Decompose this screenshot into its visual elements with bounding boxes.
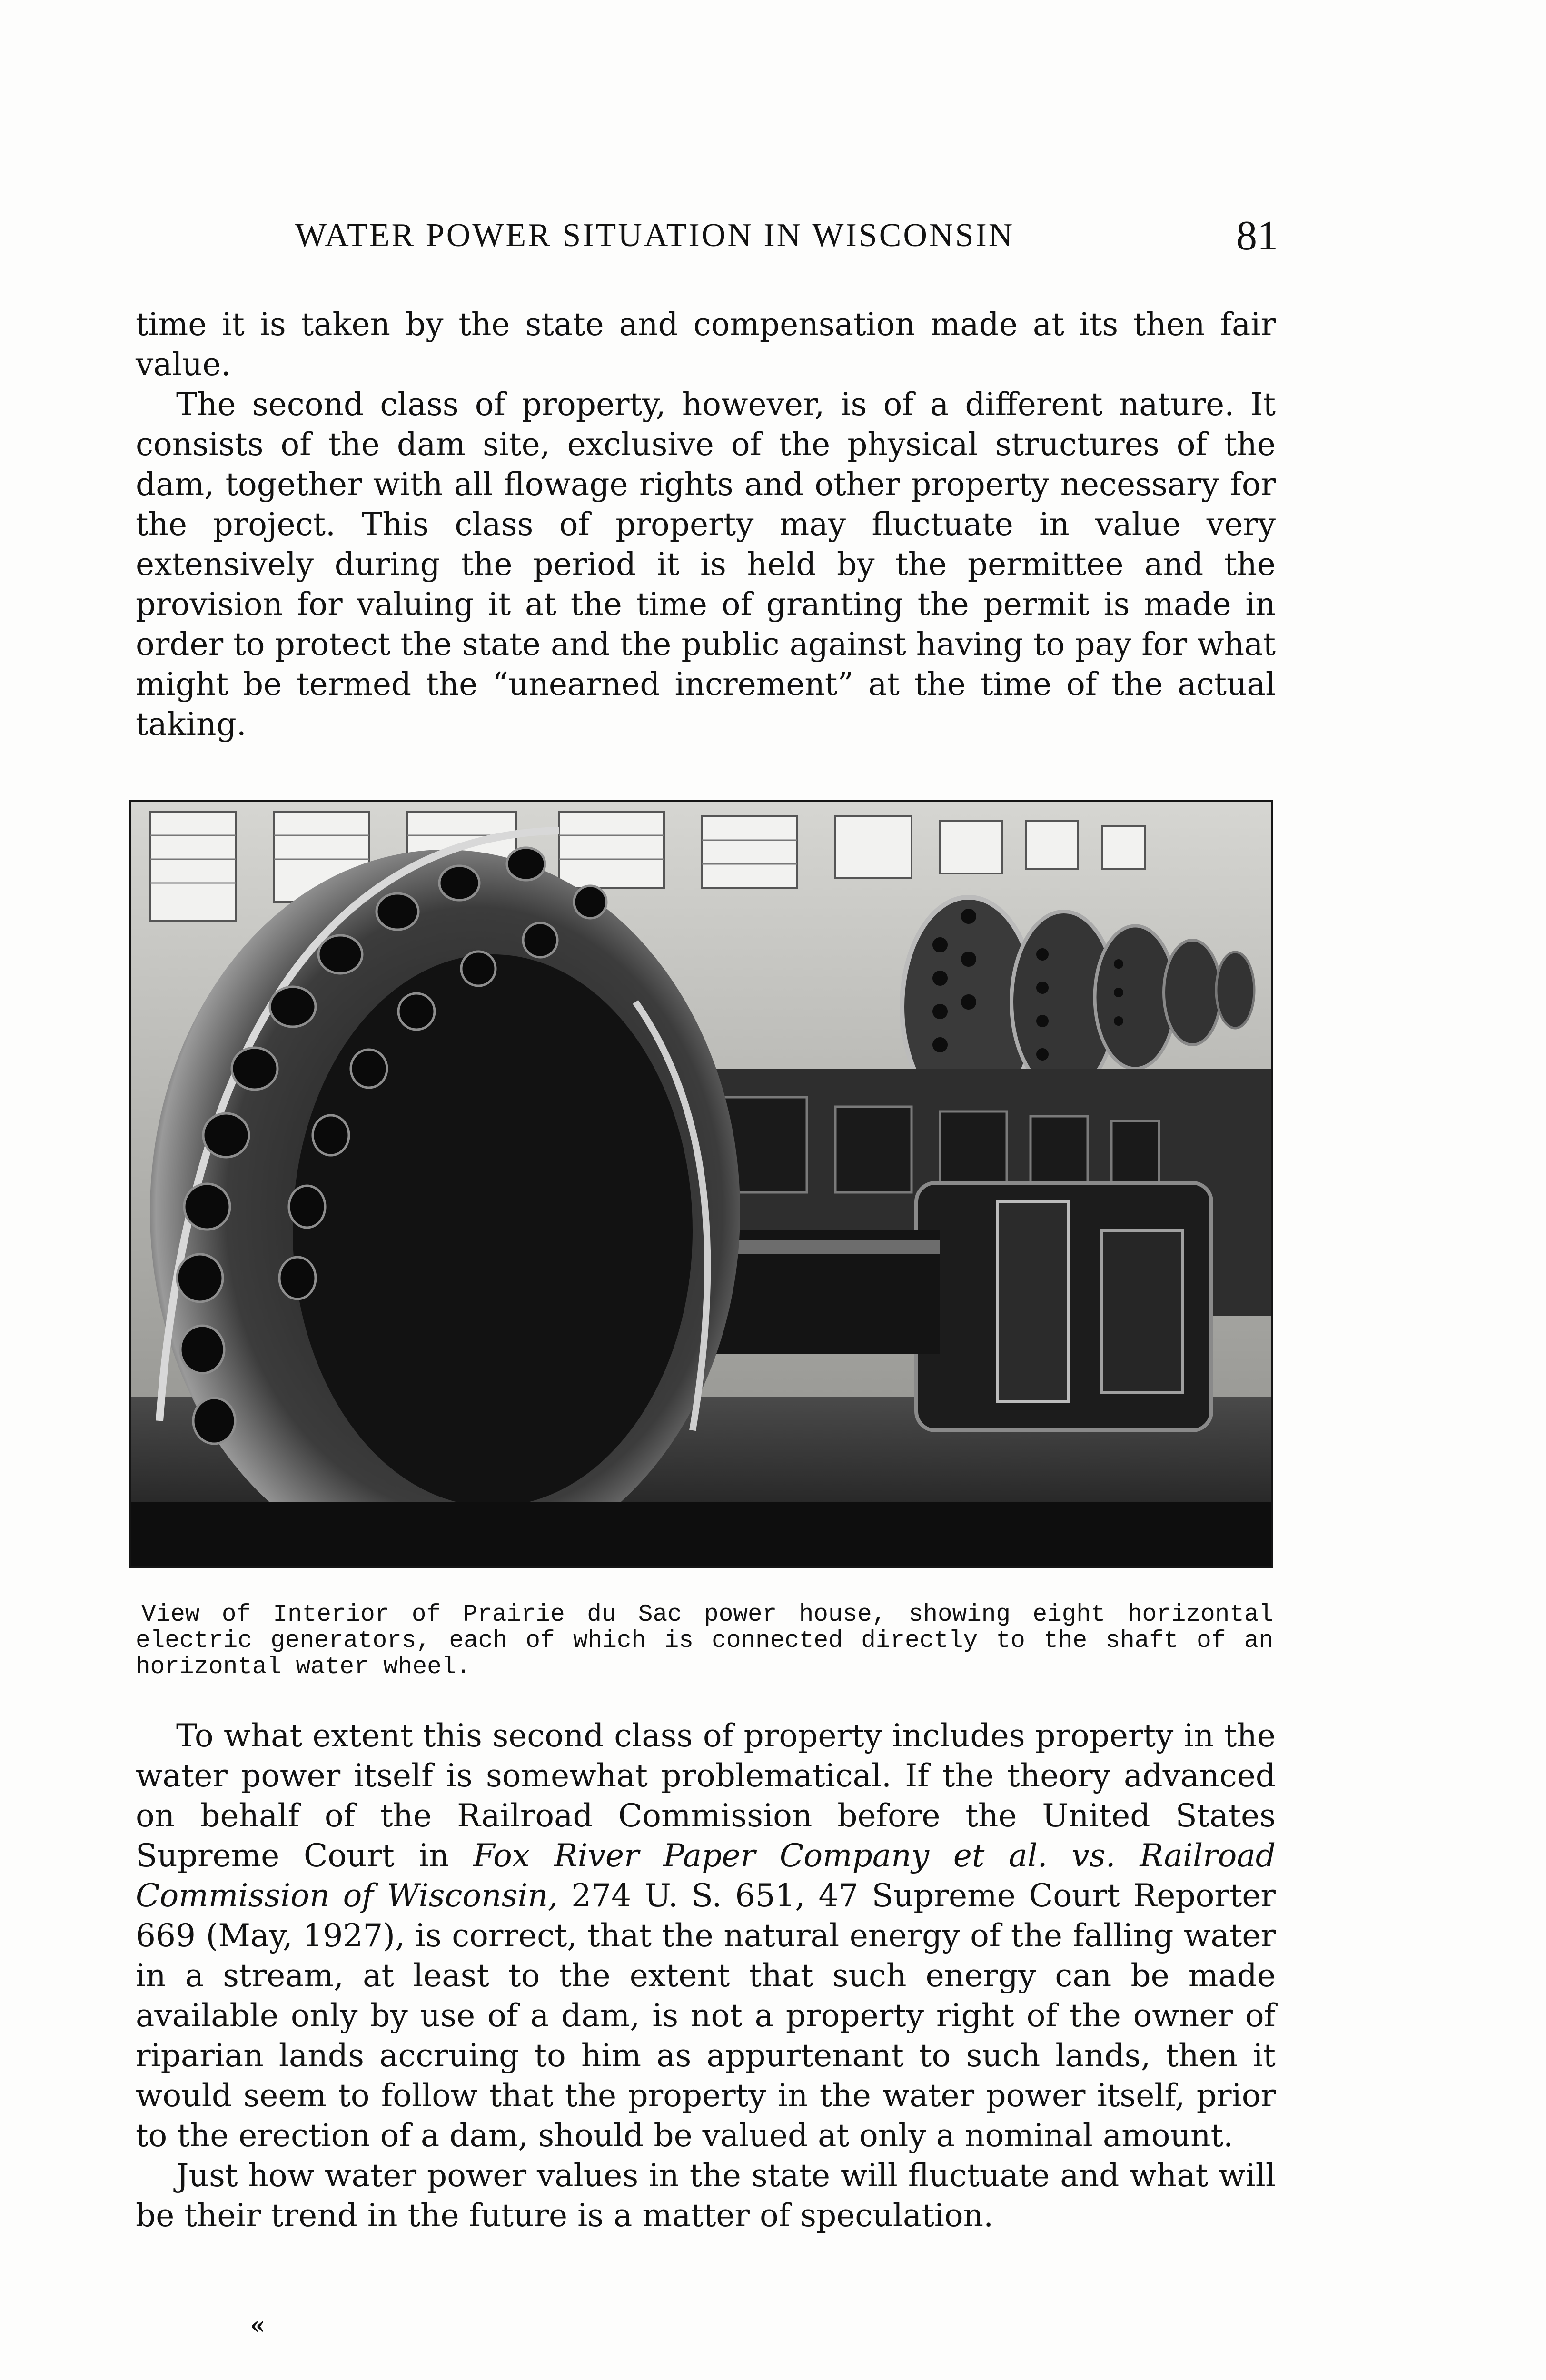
paragraph-continued: time it is taken by the state and compensation made at its then fair value. — [136, 306, 1276, 383]
running-head — [136, 212, 1278, 264]
case-citation: Fox River Paper Company et al. vs. Railroad Commission of Wisconsin, — [136, 1837, 1276, 1914]
running-title: WATER POWER SITUATION IN WISCONSIN — [295, 217, 1015, 254]
power-house-photo — [129, 800, 1273, 1568]
body-text-top — [136, 305, 1276, 744]
page-number: 81 — [1236, 213, 1278, 259]
printer-mark: « — [250, 2311, 266, 2340]
paragraph-property-problematical — [136, 1716, 1276, 2156]
paragraph-text-start: To what extent this second class of property includes property in the water power itself is somewhat problematical. If the theory advanced on behalf of the Railroad Commission before the United States Supreme Court in — [136, 1717, 1276, 1874]
photo-caption: View of Interior of Prairie du Sac power house, showing eight horizontal electric generators, each of which is connected directly to the shaft of an horizontal water wheel. — [136, 1601, 1273, 1681]
paragraph-speculation: Just how water power values in the state will fluctuate and what will be their trend in the future is a matter of speculation. — [136, 2157, 1276, 2234]
paragraph-text-end: 274 U. S. 651, 47 Supreme Court Reporter 669 (May, 1927), is correct, that the natural energy of the falling water in a stream, at least to the extent that such energy can be made available only by use of a dam, is not a property right of the owner of riparian lands accruing to him as appurtenant to such lands, then it would seem to follow that the property in the water power itself, prior to the erection of a dam, should be valued at only a nominal amount. — [136, 1877, 1276, 2154]
generator-hall-illustration — [131, 802, 1271, 1566]
paragraph-second-class: The second class of property, however, is of a different nature. It consists of the dam site, exclusive of the physical structures of the dam, together with all flowage rights and other property necessary for the project. This class of property may fluctuate in value very extensively during the period it is held by the permittee and the provision for valuing it at the time of granting the permit is made in order to protect the state and the public against having to pay for what might be termed the “unearned increment” at the time of the actual taking. — [136, 386, 1276, 743]
body-text-bottom — [136, 1716, 1276, 2236]
